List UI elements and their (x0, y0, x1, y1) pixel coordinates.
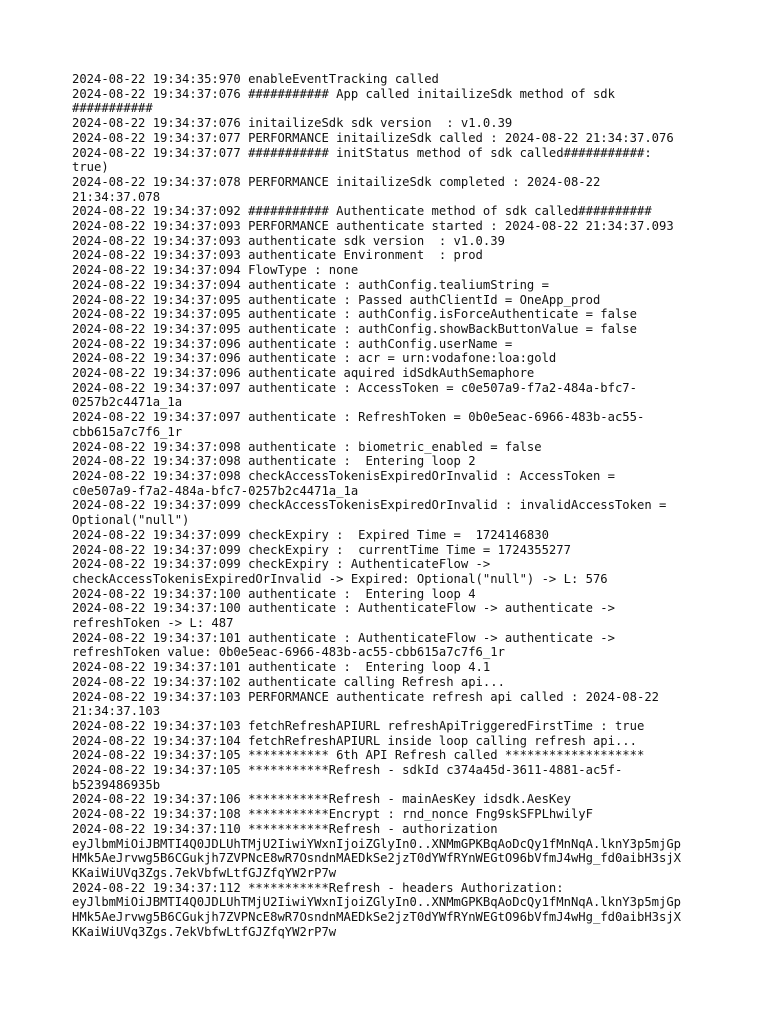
log-line: 2024-08-22 19:34:37:102 authenticate calling Refresh api... (72, 674, 505, 689)
log-line: 2024-08-22 19:34:37:099 checkExpiry : AuthenticateFlow -> (72, 557, 491, 572)
log-line: 2024-08-22 19:34:37:077 ########### initStatus method of sdk called###########: (72, 145, 652, 160)
log-line: 2024-08-22 19:34:37:077 PERFORMANCE initailizeSdk called : 2024-08-22 21:34:37.076 (72, 130, 674, 145)
log-body (72, 72, 702, 939)
log-line: KKaiWiUVq3Zgs.7ekVbfwLtfGJZfqYW2rP7w (72, 924, 337, 939)
log-line: 2024-08-22 19:34:37:095 authenticate : authConfig.showBackButtonValue = false (72, 321, 637, 336)
log-line: 2024-08-22 19:34:37:095 authenticate : authConfig.isForceAuthenticate = false (72, 307, 637, 322)
log-document (72, 72, 702, 939)
log-line: 2024-08-22 19:34:37:103 PERFORMANCE authenticate refresh api called : 2024-08-22 (72, 689, 659, 704)
log-line: 2024-08-22 19:34:37:093 authenticate Environment : prod (72, 248, 483, 263)
log-line: eyJlbmMiOiJBMTI4Q0JDLUhTMjU2IiwiYWxnIjoiZGlyIn0..XNMmGPKBqAoDcQy1fMnNqA.lknY3p5mjGp (72, 895, 682, 910)
log-line: b5239486935b (72, 777, 161, 792)
log-line: 2024-08-22 19:34:37:110 ***********Refresh - authorization (72, 821, 498, 836)
log-line: 2024-08-22 19:34:37:093 authenticate sdk version : v1.0.39 (72, 233, 505, 248)
log-line: 2024-08-22 19:34:37:096 authenticate aquired idSdkAuthSemaphore (72, 366, 535, 381)
log-line: 21:34:37.103 (72, 704, 161, 719)
log-line: 2024-08-22 19:34:37:094 authenticate : authConfig.tealiumString = (72, 277, 549, 292)
log-line: 2024-08-22 19:34:37:096 authenticate : acr = urn:vodafone:loa:gold (72, 351, 557, 366)
log-line: 2024-08-22 19:34:37:076 ########### App called initailizeSdk method of sdk (72, 86, 615, 101)
log-line: 2024-08-22 19:34:37:101 authenticate : Entering loop 4.1 (72, 660, 491, 675)
log-line: 2024-08-22 19:34:37:094 FlowType : none (72, 263, 359, 278)
log-line: 2024-08-22 19:34:37:098 checkAccessTokenisExpiredOrInvalid : AccessToken = (72, 468, 615, 483)
log-line: 2024-08-22 19:34:37:099 checkExpiry : currentTime Time = 1724355277 (72, 542, 571, 557)
log-line: 2024-08-22 19:34:37:099 checkExpiry : Expired Time = 1724146830 (72, 527, 549, 542)
log-line: 2024-08-22 19:34:37:098 authenticate : Entering loop 2 (72, 454, 476, 469)
log-line: 2024-08-22 19:34:37:096 authenticate : authConfig.userName = (72, 336, 513, 351)
log-line: HMk5AeJrvwg5B6CGukjh7ZVPNcE8wR7OsndnMAEDkSe2jzT0dYWfRYnWEGtO96bVfmJ4wHg_fd0aibH3sjX (72, 851, 682, 866)
log-line: 0257b2c4471a_1a (72, 395, 183, 410)
log-line: true) (72, 160, 109, 175)
log-line: 2024-08-22 19:34:37:092 ########### Authenticate method of sdk called########## (72, 204, 652, 219)
log-line: cbb615a7c7f6_1r (72, 424, 183, 439)
log-line: 2024-08-22 19:34:37:104 fetchRefreshAPIURL inside loop calling refresh api... (72, 733, 637, 748)
log-line: Optional("null") (72, 513, 190, 528)
log-line: 2024-08-22 19:34:37:097 authenticate : RefreshToken = 0b0e5eac-6966-483b-ac55- (72, 410, 645, 425)
log-line: 2024-08-22 19:34:37:093 PERFORMANCE authenticate started : 2024-08-22 21:34:37.093 (72, 219, 674, 234)
log-line: 2024-08-22 19:34:37:095 authenticate : Passed authClientId = OneApp_prod (72, 292, 601, 307)
log-line: 2024-08-22 19:34:37:078 PERFORMANCE initailizeSdk completed : 2024-08-22 (72, 174, 601, 189)
log-line: refreshToken value: 0b0e5eac-6966-483b-ac55-cbb615a7c7f6_1r (72, 645, 505, 660)
log-line: 2024-08-22 19:34:37:100 authenticate : Entering loop 4 (72, 586, 476, 601)
log-line: 2024-08-22 19:34:37:101 authenticate : AuthenticateFlow -> authenticate -> (72, 630, 615, 645)
log-line: HMk5AeJrvwg5B6CGukjh7ZVPNcE8wR7OsndnMAEDkSe2jzT0dYWfRYnWEGtO96bVfmJ4wHg_fd0aibH3sjX (72, 910, 682, 925)
log-line: 2024-08-22 19:34:37:112 ***********Refresh - headers Authorization: (72, 880, 564, 895)
log-line: refreshToken -> L: 487 (72, 616, 234, 631)
log-line: 2024-08-22 19:34:37:103 fetchRefreshAPIURL refreshApiTriggeredFirstTime : true (72, 718, 645, 733)
log-line: eyJlbmMiOiJBMTI4Q0JDLUhTMjU2IiwiYWxnIjoiZGlyIn0..XNMmGPKBqAoDcQy1fMnNqA.lknY3p5mjGp (72, 836, 682, 851)
log-line: 2024-08-22 19:34:37:100 authenticate : AuthenticateFlow -> authenticate -> (72, 601, 615, 616)
log-line: 2024-08-22 19:34:37:098 authenticate : biometric_enabled = false (72, 439, 542, 454)
log-line: ########### (72, 101, 153, 116)
log-line: 2024-08-22 19:34:37:105 ***********Refresh - sdkId c374a45d-3611-4881-ac5f- (72, 763, 623, 778)
log-line: 2024-08-22 19:34:37:108 ***********Encrypt : rnd_nonce Fng9skSFPLhwilyF (72, 807, 593, 822)
log-line: c0e507a9-f7a2-484a-bfc7-0257b2c4471a_1a (72, 483, 359, 498)
log-line: 2024-08-22 19:34:35:970 enableEventTracking called (72, 72, 439, 86)
log-line: 2024-08-22 19:34:37:097 authenticate : AccessToken = c0e507a9-f7a2-484a-bfc7- (72, 380, 637, 395)
log-line: 21:34:37.078 (72, 189, 161, 204)
log-line: checkAccessTokenisExpiredOrInvalid -> Expired: Optional("null") -> L: 576 (72, 571, 608, 586)
log-line: 2024-08-22 19:34:37:106 ***********Refresh - mainAesKey idsdk.AesKey (72, 792, 571, 807)
log-line: 2024-08-22 19:34:37:105 *********** 6th API Refresh called ******************* (72, 748, 645, 763)
log-line: 2024-08-22 19:34:37:099 checkAccessTokenisExpiredOrInvalid : invalidAccessToken = (72, 498, 667, 513)
log-line: 2024-08-22 19:34:37:076 initailizeSdk sdk version : v1.0.39 (72, 116, 513, 131)
log-line: KKaiWiUVq3Zgs.7ekVbfwLtfGJZfqYW2rP7w (72, 865, 337, 880)
